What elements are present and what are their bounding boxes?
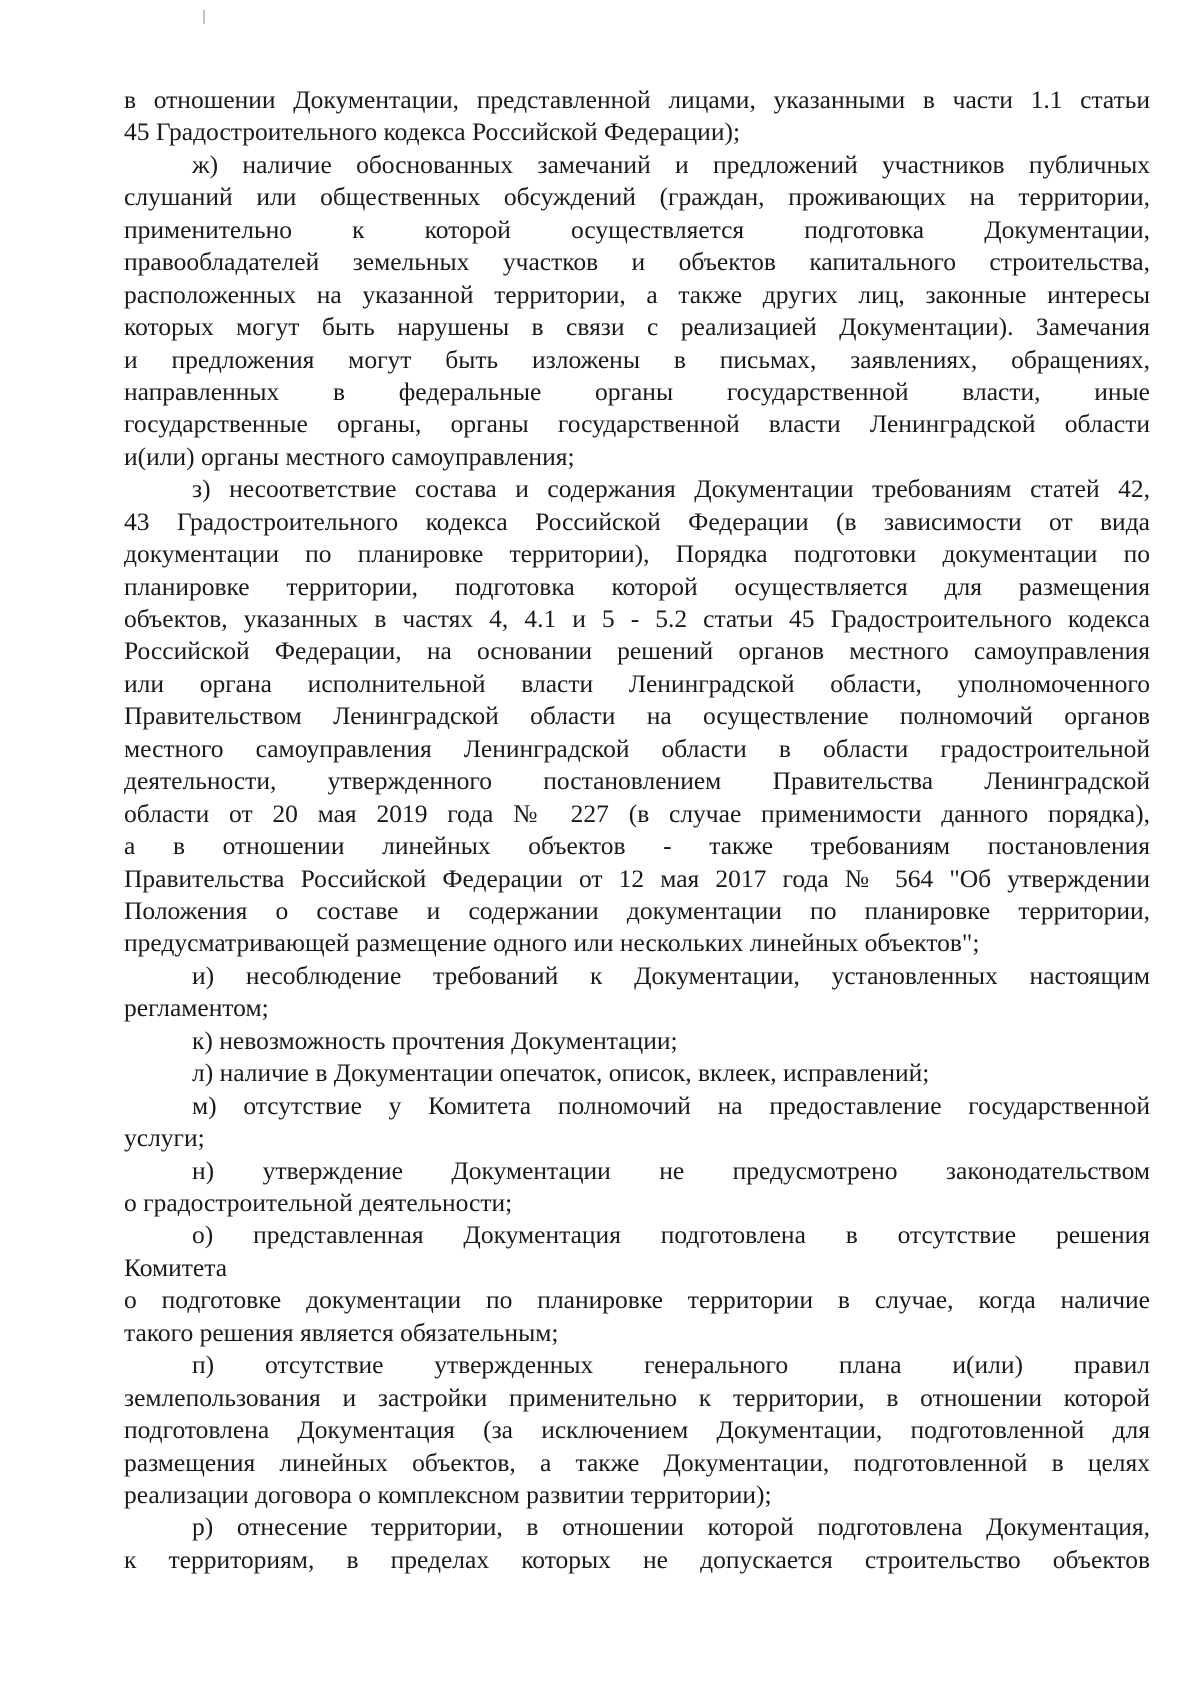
text-line: Положения о составе и содержании документации по планировке территории,: [124, 895, 1150, 925]
text-line: размещения линейных объектов, а также Документации, подготовленной в целях: [124, 1447, 1150, 1477]
text-line: и(или) органы местного самоуправления;: [124, 441, 575, 471]
text-line: слушаний или общественных обсуждений (граждан, проживающих на территории,: [124, 182, 1150, 212]
text-line: к) невозможность прочтения Документации;: [192, 1025, 678, 1055]
text-line: расположенных на указанной территории, а также других лиц, законные интересы: [124, 279, 1150, 309]
text-line: и) несоблюдение требований к Документации, установленных настоящим: [192, 960, 1150, 990]
text-line: а в отношении линейных объектов - также требованиям постановления: [124, 831, 1150, 861]
text-line: объектов, указанных в частях 4, 4.1 и 5 - 5.2 статьи 45 Градостроительного кодекса: [124, 604, 1150, 634]
text-line: о подготовке документации по планировке территории в случае, когда наличие: [124, 1285, 1150, 1315]
text-line: о) представленная Документация подготовлена в отсутствие решения: [192, 1220, 1150, 1250]
text-line: предусматривающей размещение одного или нескольких линейных объектов";: [124, 928, 980, 958]
text-line: 45 Градостроительного кодекса Российской Федерации);: [124, 117, 741, 147]
text-line: Комитета: [124, 1252, 228, 1282]
text-line: планировке территории, подготовка которой осуществляется для размещения: [124, 571, 1150, 601]
text-line: Российской Федерации, на основании решений органов местного самоуправления: [124, 636, 1150, 666]
text-line: р) отнесение территории, в отношении которой подготовлена Документация,: [192, 1512, 1150, 1542]
text-line: правообладателей земельных участков и объектов капитального строительства,: [124, 247, 1150, 277]
text-line: государственные органы, органы государственной власти Ленинградской области: [124, 409, 1150, 439]
text-line: м) отсутствие у Комитета полномочий на предоставление государственной: [192, 1090, 1150, 1120]
text-line: деятельности, утвержденного постановлением Правительства Ленинградской: [124, 766, 1150, 796]
document-body: [124, 84, 1150, 1576]
text-line: Правительства Российской Федерации от 12 мая 2017 года № 564 "Об утверждении: [124, 863, 1150, 893]
text-line: в отношении Документации, представленной лицами, указанными в части 1.1 статьи: [124, 85, 1150, 114]
text-line: з) несоответствие состава и содержания Документации требованиям статей 42,: [192, 474, 1150, 504]
text-line: л) наличие в Документации опечаток, описок, вклеек, исправлений;: [192, 1058, 930, 1088]
text-line: такого решения является обязательным;: [124, 1317, 559, 1347]
text-line: 43 Градостроительного кодекса Российской Федерации (в зависимости от вида: [124, 506, 1150, 536]
text-line: местного самоуправления Ленинградской области в области градостроительной: [124, 733, 1150, 763]
text-line: документации по планировке территории), Порядка подготовки документации по: [124, 539, 1150, 569]
scan-artifact-mark: [203, 10, 205, 24]
text-line: услуги;: [124, 1123, 205, 1153]
text-line: к территориям, в пределах которых не допускается строительство объектов: [124, 1544, 1150, 1574]
text-line: подготовлена Документация (за исключением Документации, подготовленной для: [124, 1415, 1150, 1445]
text-line: регламентом;: [124, 993, 269, 1023]
text-line: землепользования и застройки применительно к территории, в отношении которой: [124, 1382, 1150, 1412]
text-line: о градостроительной деятельности;: [124, 1187, 513, 1217]
text-line: направленных в федеральные органы государственной власти, иные: [124, 376, 1150, 406]
text-line: и предложения могут быть изложены в письмах, заявлениях, обращениях,: [124, 344, 1150, 374]
text-line: применительно к которой осуществляется подготовка Документации,: [124, 214, 1150, 244]
text-line: области от 20 мая 2019 года № 227 (в случае применимости данного порядка),: [124, 798, 1150, 828]
text-line: или органа исполнительной власти Ленинградской области, уполномоченного: [124, 668, 1150, 698]
text-line: ж) наличие обоснованных замечаний и предложений участников публичных: [192, 149, 1150, 179]
text-line: реализации договора о комплексном развитии территории);: [124, 1479, 772, 1509]
text-line: Правительством Ленинградской области на осуществление полномочий органов: [124, 701, 1150, 731]
text-line: н) утверждение Документации не предусмотрено законодательством: [192, 1155, 1150, 1185]
text-line: которых могут быть нарушены в связи с реализацией Документации). Замечания: [124, 312, 1150, 342]
text-line: п) отсутствие утвержденных генерального плана и(или) правил: [192, 1350, 1150, 1380]
